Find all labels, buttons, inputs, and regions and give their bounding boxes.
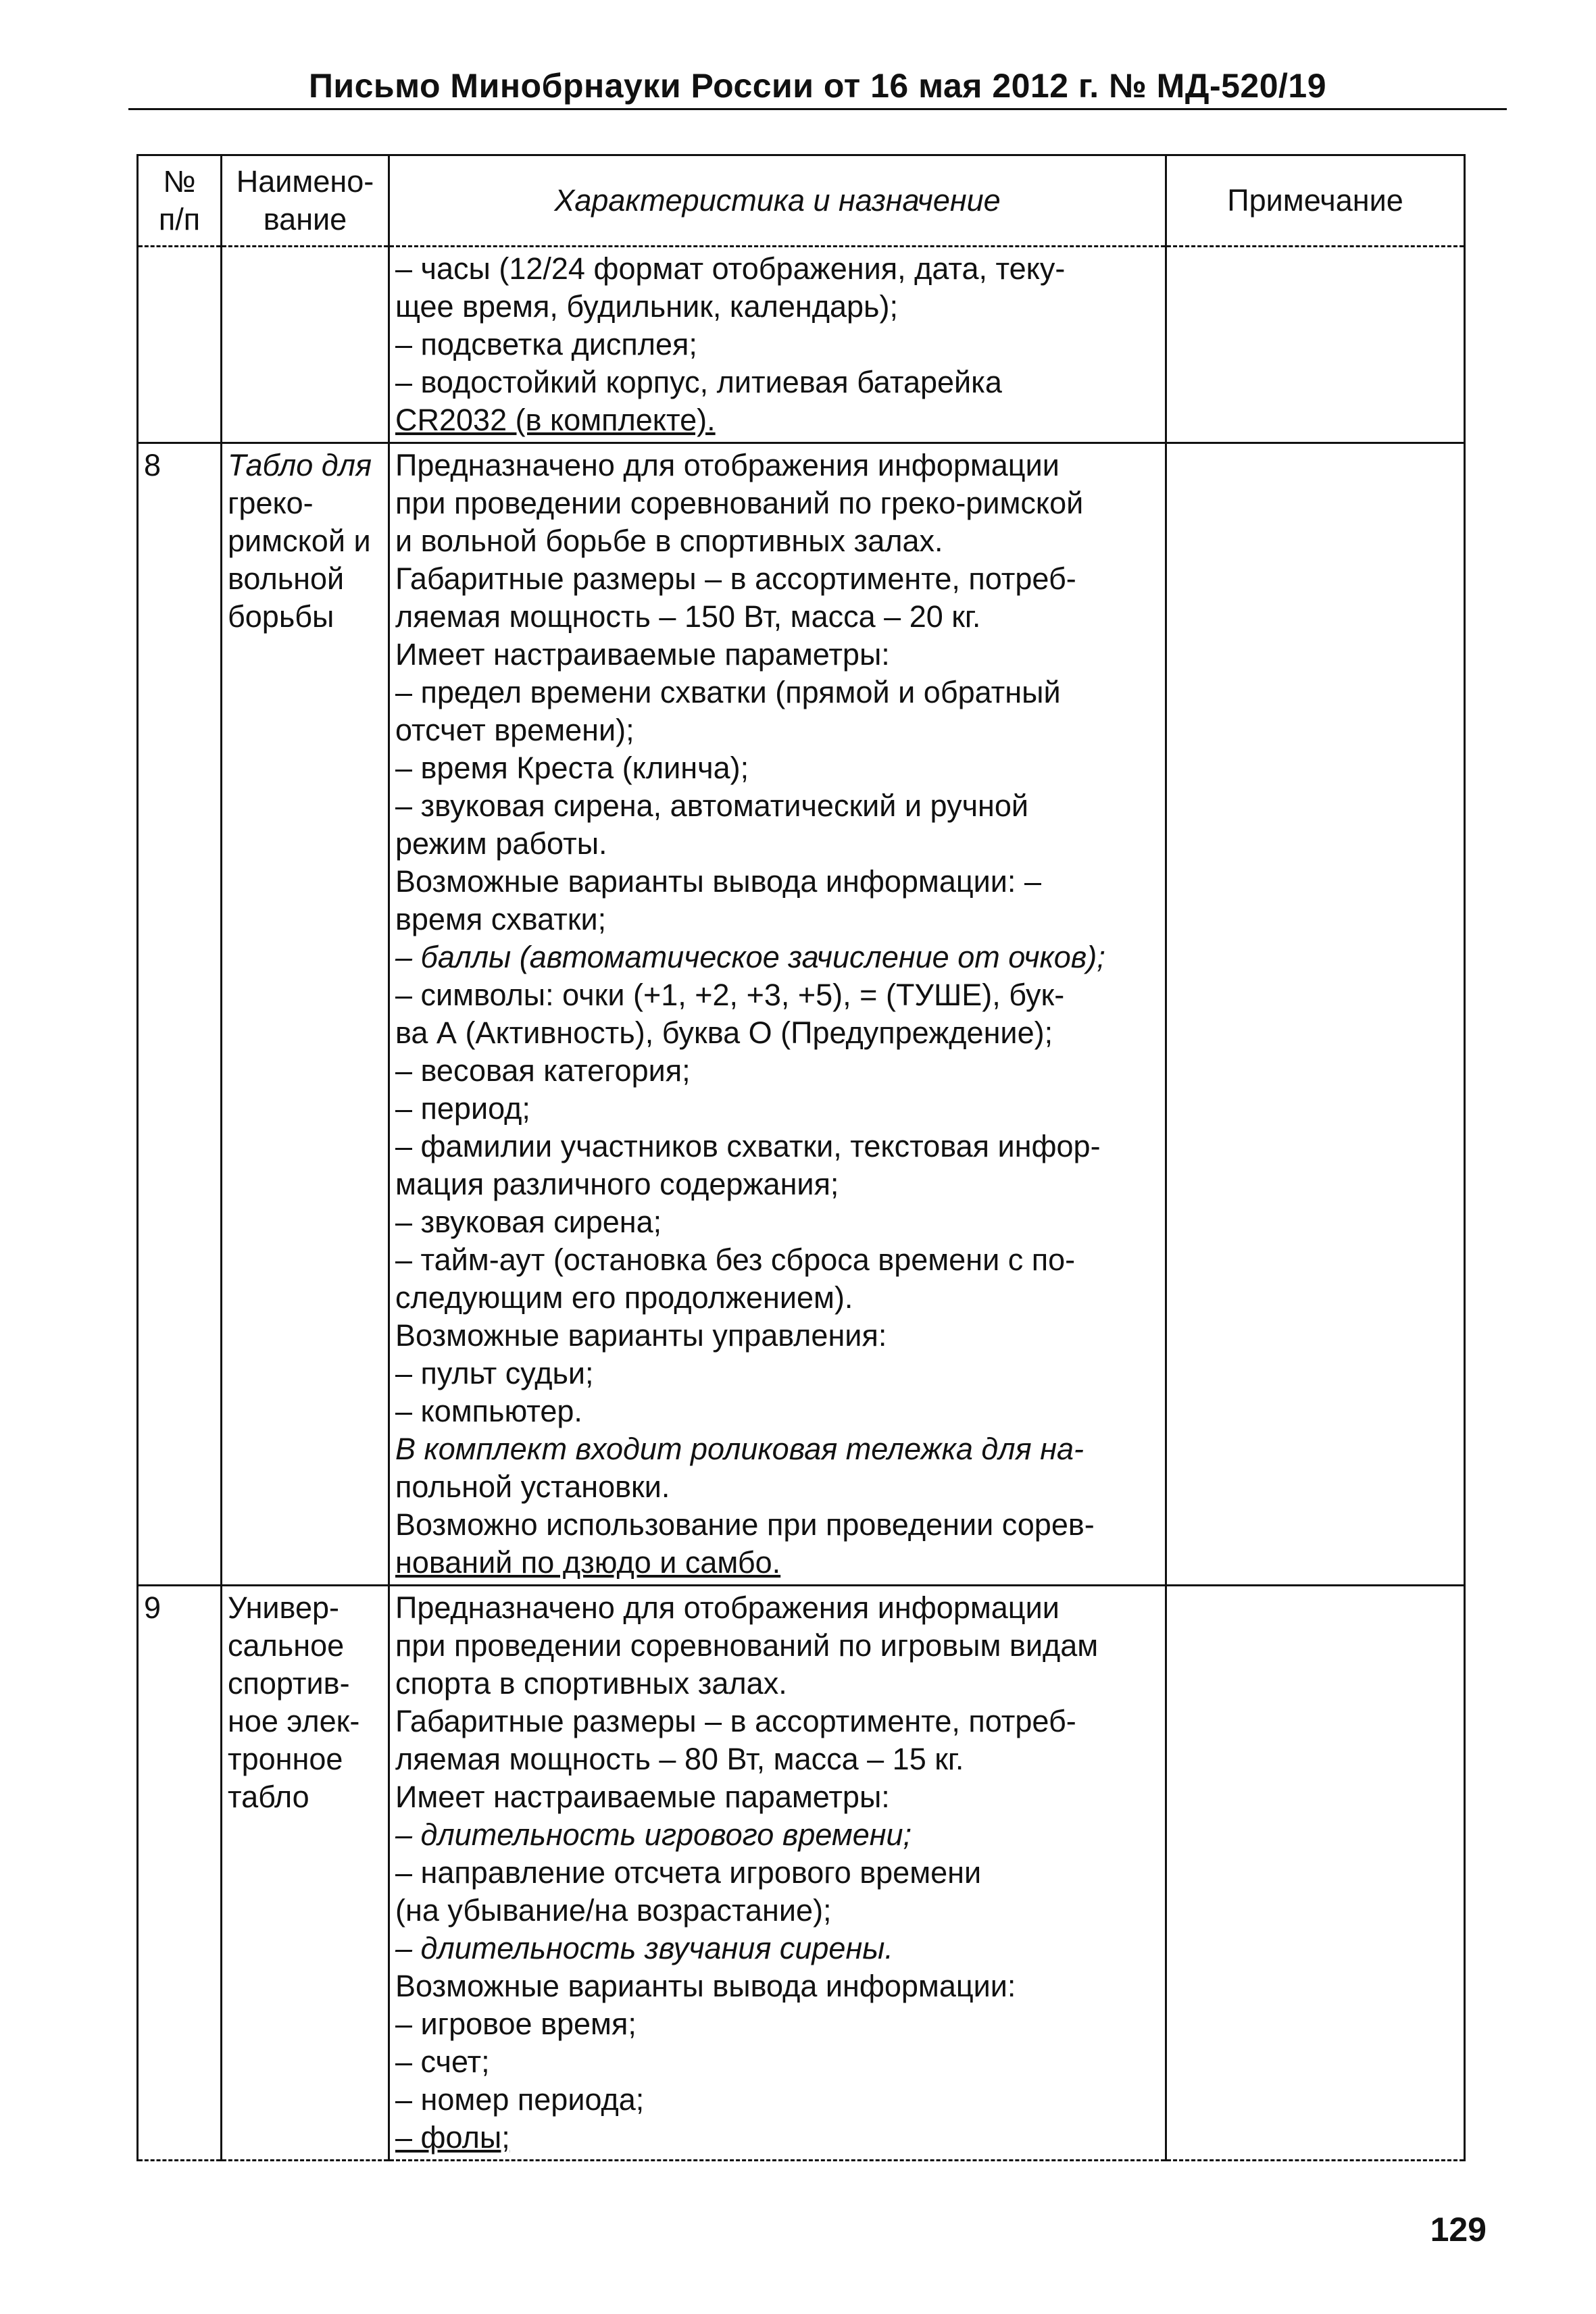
name-line: сальное: [228, 1628, 345, 1663]
desc-line: – направление отсчета игрового времени: [395, 1855, 982, 1890]
desc-line: нований по дзюдо и самбо.: [395, 1545, 781, 1580]
desc-line: – часы (12/24 формат отображения, дата, теку-: [395, 251, 1066, 286]
header-note: Примечание: [1166, 155, 1465, 247]
desc-line: щее время, будильник, календарь);: [395, 289, 898, 324]
name-line: Табло для: [228, 448, 372, 482]
desc-line: – баллы (автоматическое зачисление от очков);: [395, 940, 1105, 974]
desc-line: – предел времени схватки (прямой и обратный: [395, 675, 1061, 709]
desc-line: ляемая мощность – 150 Вт, масса – 20 кг.: [395, 599, 981, 634]
row-note: [1166, 443, 1465, 1586]
desc-line: Возможные варианты вывода информации: –: [395, 864, 1041, 899]
desc-line: – номер периода;: [395, 2082, 645, 2117]
desc-line: – длительность игрового времени;: [395, 1817, 912, 1852]
header-num-line: №: [163, 164, 196, 199]
name-line: римской и: [228, 524, 371, 558]
desc-line: – символы: очки (+1, +2, +3, +5), = (ТУШЕ), бук-: [395, 978, 1065, 1012]
desc-line: – весовая категория;: [395, 1053, 691, 1088]
table-row: [138, 1586, 1465, 2161]
desc-line: – компьютер.: [395, 1394, 582, 1428]
desc-line: – фамилии участников схватки, текстовая инфор-: [395, 1129, 1101, 1163]
desc-line: режим работы.: [395, 826, 607, 861]
row-name: [222, 1586, 389, 2161]
row-num: 8: [138, 443, 222, 1586]
desc-line: CR2032 (в комплекте).: [395, 403, 716, 437]
desc-line: Имеет настраиваемые параметры:: [395, 637, 890, 672]
desc-line: ляемая мощность – 80 Вт, масса – 15 кг.: [395, 1742, 964, 1776]
row-desc: [389, 247, 1166, 443]
header-rule: [128, 108, 1507, 110]
desc-line: Имеет настраиваемые параметры:: [395, 1780, 890, 1814]
header-name-line: Наимено-: [236, 164, 374, 199]
desc-line: – счет;: [395, 2044, 490, 2079]
header-num: [138, 155, 222, 247]
table-header-row: [138, 155, 1465, 247]
desc-line: – звуковая сирена, автоматический и ручной: [395, 788, 1029, 823]
desc-line: Возможно использование при проведении сорев-: [395, 1507, 1095, 1542]
desc-line: спорта в спортивных залах.: [395, 1666, 787, 1701]
specification-table: [136, 154, 1466, 2161]
row-note: [1166, 247, 1465, 443]
desc-line: – длительность звучания сирены.: [395, 1931, 893, 1965]
desc-line: – звуковая сирена;: [395, 1205, 662, 1239]
name-line: табло: [228, 1780, 309, 1814]
name-line: вольной: [228, 561, 345, 596]
name-line: спортив-: [228, 1666, 350, 1701]
name-line: борьбы: [228, 599, 334, 634]
table-row: [138, 443, 1465, 1586]
desc-line: Предназначено для отображения информации: [395, 448, 1059, 482]
desc-line: польной установки.: [395, 1469, 670, 1504]
name-line: греко-: [228, 486, 314, 520]
row-desc: [389, 1586, 1166, 2161]
row-note: [1166, 1586, 1465, 2161]
desc-line: при проведении соревнований по греко-римской: [395, 486, 1084, 520]
desc-line: В комплект входит роликовая тележка для на-: [395, 1432, 1084, 1466]
desc-line: – подсветка дисплея;: [395, 327, 697, 361]
row-num: [138, 247, 222, 443]
desc-line: – тайм-аут (остановка без сброса времени с по-: [395, 1242, 1076, 1277]
desc-line: при проведении соревнований по игровым видам: [395, 1628, 1099, 1663]
desc-line: – игровое время;: [395, 2007, 637, 2041]
desc-line: Габаритные размеры – в ассортименте, потреб-: [395, 1704, 1076, 1738]
table-row: [138, 247, 1465, 443]
name-line: ное элек-: [228, 1704, 360, 1738]
row-desc: [389, 443, 1166, 1586]
header-name: [222, 155, 389, 247]
desc-line: – период;: [395, 1091, 530, 1126]
desc-line: отсчет времени);: [395, 713, 634, 747]
header-desc: Характеристика и назначение: [389, 155, 1166, 247]
page-number: 129: [1430, 2211, 1487, 2248]
desc-line: – водостойкий корпус, литиевая батарейка: [395, 365, 1002, 399]
desc-line: мация различного содержания;: [395, 1167, 839, 1201]
desc-line: – пульт судьи;: [395, 1356, 594, 1390]
row-name: [222, 443, 389, 1586]
desc-line: следующим его продолжением).: [395, 1280, 853, 1315]
desc-line: – фолы;: [395, 2120, 510, 2155]
name-line: Универ-: [228, 1590, 339, 1625]
desc-line: ва А (Активность), буква О (Предупреждение);: [395, 1015, 1053, 1050]
desc-line: Возможные варианты управления:: [395, 1318, 887, 1353]
desc-line: (на убывание/на возрастание);: [395, 1893, 832, 1928]
row-num: 9: [138, 1586, 222, 2161]
desc-line: и вольной борьбе в спортивных залах.: [395, 524, 943, 558]
header-num-line: п/п: [158, 202, 201, 236]
desc-line: – время Креста (клинча);: [395, 751, 749, 785]
desc-line: время схватки;: [395, 902, 607, 936]
name-line: тронное: [228, 1742, 343, 1776]
row-name: [222, 247, 389, 443]
header-name-line: вание: [263, 202, 347, 236]
document-header-title: Письмо Минобрнауки России от 16 мая 2012 г. № МД-520/19: [308, 67, 1327, 105]
desc-line: Предназначено для отображения информации: [395, 1590, 1059, 1625]
desc-line: Возможные варианты вывода информации:: [395, 1969, 1016, 2003]
desc-line: Габаритные размеры – в ассортименте, потреб-: [395, 561, 1076, 596]
